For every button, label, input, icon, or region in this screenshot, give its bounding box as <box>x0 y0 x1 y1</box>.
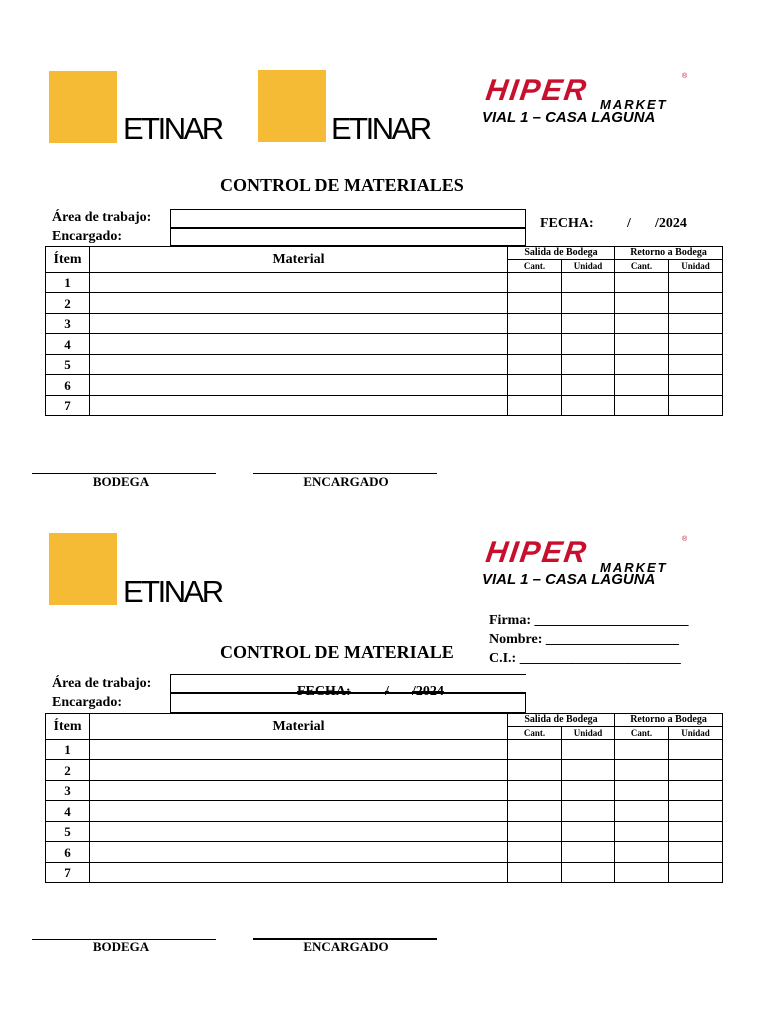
material-cell[interactable] <box>90 760 508 781</box>
material-cell[interactable] <box>90 740 508 760</box>
company-logo-text: ETINAR <box>123 111 222 146</box>
bodega-signature-label: BODEGA <box>92 474 150 489</box>
hiper-logo-word: HIPER <box>483 536 591 569</box>
area-label: Área de trabajo: <box>52 210 152 225</box>
retorno-unidad-cell[interactable] <box>669 822 723 842</box>
material-cell[interactable] <box>90 355 508 375</box>
col-header-cant: Cant. <box>508 260 562 273</box>
encargado-signature-label: ENCARGADO <box>303 474 389 489</box>
row-number: 2 <box>46 293 90 314</box>
col-header-item: Ítem <box>46 247 90 273</box>
salida-unidad-cell[interactable] <box>562 355 615 375</box>
encargado-field[interactable] <box>170 228 526 246</box>
salida-unidad-cell[interactable] <box>562 375 615 396</box>
firma-field[interactable]: Firma: ______________________ <box>489 613 689 628</box>
retorno-unidad-cell[interactable] <box>669 396 723 416</box>
row-number: 3 <box>46 314 90 334</box>
salida-unidad-cell[interactable] <box>562 863 615 883</box>
salida-cant-cell[interactable] <box>508 334 562 355</box>
salida-cant-cell[interactable] <box>508 355 562 375</box>
table-row <box>46 842 723 863</box>
materials-table <box>45 713 723 883</box>
fecha-label: FECHA: <box>540 216 594 231</box>
fecha-year: /2024 <box>655 216 687 231</box>
hiper-logo-location: VIAL 1 – CASA LAGUNA <box>482 571 656 588</box>
bodega-signature-label: BODEGA <box>92 939 150 954</box>
page-title: CONTROL DE MATERIALE <box>220 643 454 661</box>
col-header-unidad: Unidad <box>669 260 723 273</box>
table-row <box>46 314 723 334</box>
table-row <box>46 822 723 842</box>
table-row <box>46 355 723 375</box>
table-row <box>46 740 723 760</box>
row-number: 1 <box>46 740 90 760</box>
material-cell[interactable] <box>90 396 508 416</box>
col-header-salida: Salida de Bodega <box>508 714 615 727</box>
row-number: 1 <box>46 273 90 293</box>
encargado-label: Encargado: <box>52 229 122 244</box>
retorno-cant-cell[interactable] <box>615 863 669 883</box>
col-header-unidad: Unidad <box>562 260 615 273</box>
retorno-unidad-cell[interactable] <box>669 863 723 883</box>
table-row <box>46 801 723 822</box>
row-number: 3 <box>46 781 90 801</box>
salida-unidad-cell[interactable] <box>562 740 615 760</box>
retorno-unidad-cell[interactable] <box>669 842 723 863</box>
material-cell[interactable] <box>90 822 508 842</box>
salida-cant-cell[interactable] <box>508 314 562 334</box>
salida-unidad-cell[interactable] <box>562 293 615 314</box>
salida-unidad-cell[interactable] <box>562 781 615 801</box>
col-header-retorno: Retorno a Bodega <box>615 247 723 260</box>
nombre-field[interactable]: Nombre: ___________________ <box>489 632 679 647</box>
row-number: 6 <box>46 375 90 396</box>
area-field[interactable] <box>170 209 526 228</box>
table-row <box>46 293 723 314</box>
registered-mark-icon: ® <box>682 73 688 80</box>
fecha-label: FECHA: <box>297 684 351 699</box>
material-cell[interactable] <box>90 314 508 334</box>
table-row <box>46 375 723 396</box>
col-header-cant: Cant. <box>615 727 669 740</box>
encargado-label: Encargado: <box>52 695 122 710</box>
retorno-unidad-cell[interactable] <box>669 293 723 314</box>
hiper-logo-market: MARKET <box>600 560 668 575</box>
salida-cant-cell[interactable] <box>508 822 562 842</box>
retorno-cant-cell[interactable] <box>615 801 669 822</box>
salida-unidad-cell[interactable] <box>562 760 615 781</box>
area-label: Área de trabajo: <box>52 676 152 691</box>
salida-cant-cell[interactable] <box>508 760 562 781</box>
hiper-logo-market: MARKET <box>600 97 668 112</box>
retorno-cant-cell[interactable] <box>615 781 669 801</box>
material-cell[interactable] <box>90 863 508 883</box>
company-logo-square <box>49 71 117 143</box>
retorno-cant-cell[interactable] <box>615 314 669 334</box>
salida-cant-cell[interactable] <box>508 781 562 801</box>
salida-unidad-cell[interactable] <box>562 822 615 842</box>
col-header-item: Ítem <box>46 714 90 740</box>
company-logo-square <box>258 70 326 142</box>
material-cell[interactable] <box>90 273 508 293</box>
table-row <box>46 781 723 801</box>
row-number: 5 <box>46 822 90 842</box>
col-header-unidad: Unidad <box>669 727 723 740</box>
salida-cant-cell[interactable] <box>508 740 562 760</box>
retorno-unidad-cell[interactable] <box>669 314 723 334</box>
col-header-salida: Salida de Bodega <box>508 247 615 260</box>
retorno-cant-cell[interactable] <box>615 293 669 314</box>
col-header-material: Material <box>90 247 508 273</box>
retorno-cant-cell[interactable] <box>615 842 669 863</box>
retorno-unidad-cell[interactable] <box>669 801 723 822</box>
col-header-retorno: Retorno a Bodega <box>615 714 723 727</box>
salida-unidad-cell[interactable] <box>562 842 615 863</box>
row-number: 6 <box>46 842 90 863</box>
retorno-cant-cell[interactable] <box>615 822 669 842</box>
salida-cant-cell[interactable] <box>508 375 562 396</box>
ci-field[interactable]: C.I.: _______________________ <box>489 651 681 666</box>
hiper-logo-location: VIAL 1 – CASA LAGUNA <box>482 109 656 126</box>
retorno-cant-cell[interactable] <box>615 334 669 355</box>
salida-unidad-cell[interactable] <box>562 334 615 355</box>
salida-cant-cell[interactable] <box>508 273 562 293</box>
row-number: 2 <box>46 760 90 781</box>
retorno-cant-cell[interactable] <box>615 740 669 760</box>
fecha-slash: / <box>385 684 389 699</box>
col-header-cant: Cant. <box>615 260 669 273</box>
row-number: 7 <box>46 396 90 416</box>
row-number: 5 <box>46 355 90 375</box>
retorno-unidad-cell[interactable] <box>669 781 723 801</box>
retorno-unidad-cell[interactable] <box>669 355 723 375</box>
table-row <box>46 396 723 416</box>
hiper-logo-word: HIPER <box>483 74 591 107</box>
salida-unidad-cell[interactable] <box>562 314 615 334</box>
table-row <box>46 760 723 781</box>
retorno-unidad-cell[interactable] <box>669 760 723 781</box>
row-number: 7 <box>46 863 90 883</box>
company-logo-text: ETINAR <box>123 574 222 609</box>
retorno-unidad-cell[interactable] <box>669 334 723 355</box>
encargado-signature-label: ENCARGADO <box>303 939 389 954</box>
materials-table <box>45 246 723 416</box>
material-cell[interactable] <box>90 842 508 863</box>
registered-mark-icon: ® <box>682 536 688 543</box>
table-row <box>46 863 723 883</box>
table-row <box>46 334 723 355</box>
col-header-cant: Cant. <box>508 727 562 740</box>
company-logo-text: ETINAR <box>331 111 430 146</box>
material-cell[interactable] <box>90 293 508 314</box>
col-header-unidad: Unidad <box>562 727 615 740</box>
fecha-slash: / <box>627 216 631 231</box>
salida-unidad-cell[interactable] <box>562 396 615 416</box>
salida-cant-cell[interactable] <box>508 863 562 883</box>
fecha-year: /2024 <box>412 684 444 699</box>
material-cell[interactable] <box>90 781 508 801</box>
retorno-cant-cell[interactable] <box>615 355 669 375</box>
retorno-cant-cell[interactable] <box>615 396 669 416</box>
table-row <box>46 273 723 293</box>
col-header-material: Material <box>90 714 508 740</box>
salida-unidad-cell[interactable] <box>562 801 615 822</box>
retorno-cant-cell[interactable] <box>615 273 669 293</box>
retorno-unidad-cell[interactable] <box>669 375 723 396</box>
salida-cant-cell[interactable] <box>508 842 562 863</box>
material-cell[interactable] <box>90 334 508 355</box>
material-cell[interactable] <box>90 801 508 822</box>
salida-cant-cell[interactable] <box>508 801 562 822</box>
row-number: 4 <box>46 334 90 355</box>
material-cell[interactable] <box>90 375 508 396</box>
retorno-cant-cell[interactable] <box>615 375 669 396</box>
salida-cant-cell[interactable] <box>508 396 562 416</box>
salida-cant-cell[interactable] <box>508 293 562 314</box>
retorno-unidad-cell[interactable] <box>669 273 723 293</box>
row-number: 4 <box>46 801 90 822</box>
salida-unidad-cell[interactable] <box>562 273 615 293</box>
page-title: CONTROL DE MATERIALES <box>220 175 464 195</box>
retorno-cant-cell[interactable] <box>615 760 669 781</box>
retorno-unidad-cell[interactable] <box>669 740 723 760</box>
company-logo-square <box>49 533 117 605</box>
